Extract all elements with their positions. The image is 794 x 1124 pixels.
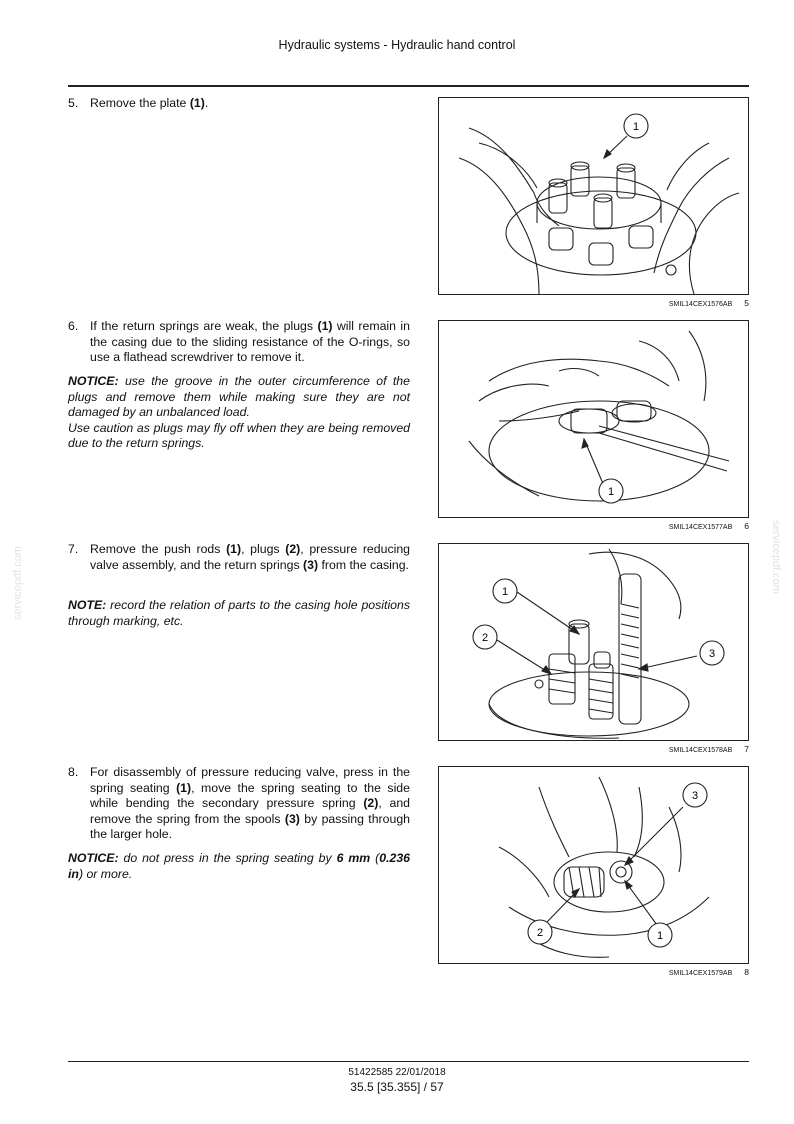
watermark-left: servicepdf.com — [12, 546, 24, 620]
figure-7-parts-removal — [438, 543, 749, 741]
figure-7-illustration — [439, 544, 748, 740]
step-8 — [68, 765, 410, 843]
notice-step-8: NOTICE: do not press in the spring seating by 6 mm (0.236 in) or more. — [68, 851, 411, 881]
figure-8-illustration — [439, 767, 748, 963]
step-number: 5. — [68, 96, 79, 110]
callout-label: 1 — [607, 486, 615, 498]
step-text: Remove the plate (1). — [90, 96, 209, 110]
header-divider — [68, 85, 749, 87]
step-text: If the return springs are weak, the plugs (1) will remain in the casing due to the sliding resistance of the O-rings, so use a flathead screwdriver to remove it. — [90, 319, 411, 364]
step-7 — [68, 542, 410, 573]
step-6 — [68, 319, 410, 366]
figure-5-plate-removal — [438, 97, 749, 295]
page-header-title: Hydraulic systems - Hydraulic hand control — [278, 38, 516, 52]
step-number: 7. — [68, 542, 79, 556]
figure-5-illustration — [439, 98, 748, 294]
figure-6-illustration — [439, 321, 748, 517]
callout-label: 1 — [656, 930, 664, 942]
step-number: 6. — [68, 319, 79, 333]
footer-divider — [68, 1061, 749, 1062]
figure-6-plug-removal — [438, 320, 749, 518]
figure-5-caption: SMIL14CEX1576AB 5 — [668, 298, 749, 308]
callout-label: 3 — [691, 790, 699, 802]
callout-label: 1 — [632, 121, 640, 133]
callout-label: 3 — [708, 648, 716, 660]
callout-label: 2 — [536, 927, 544, 939]
step-number: 8. — [68, 765, 79, 779]
step-5 — [68, 96, 410, 112]
figure-6-caption: SMIL14CEX1577AB 6 — [668, 521, 749, 531]
figure-7-caption: SMIL14CEX1578AB 7 — [668, 744, 749, 754]
callout-label: 2 — [481, 632, 489, 644]
step-text: For disassembly of pressure reducing valve, press in the spring seating (1), move the spring seating to the side while bending the secondary pressure spring (2), and remove the spring from the spools (3) by passing through the larger hole. — [90, 765, 411, 841]
figure-8-valve-disassembly — [438, 766, 749, 964]
figure-8-caption: SMIL14CEX1579AB 8 — [668, 967, 749, 977]
watermark-right: servicepdf.com — [770, 520, 782, 594]
footer-page-number: 35.5 [35.355] / 57 — [350, 1080, 444, 1094]
callout-label: 1 — [501, 586, 509, 598]
notice-step-6: NOTICE: use the groove in the outer circumference of the plugs and remove them while making sure they are not damaged by an unbalanced load. Use caution as plugs may fly off when they are being removed due to the return springs. — [68, 374, 410, 450]
footer-document-id: 51422585 22/01/2018 — [348, 1067, 446, 1078]
step-text: Remove the push rods (1), plugs (2), pressure reducing valve assembly, and the return springs (3) from the casing. — [90, 542, 410, 572]
note-step-7: NOTE: record the relation of parts to the casing hole positions through marking, etc. — [68, 598, 410, 628]
